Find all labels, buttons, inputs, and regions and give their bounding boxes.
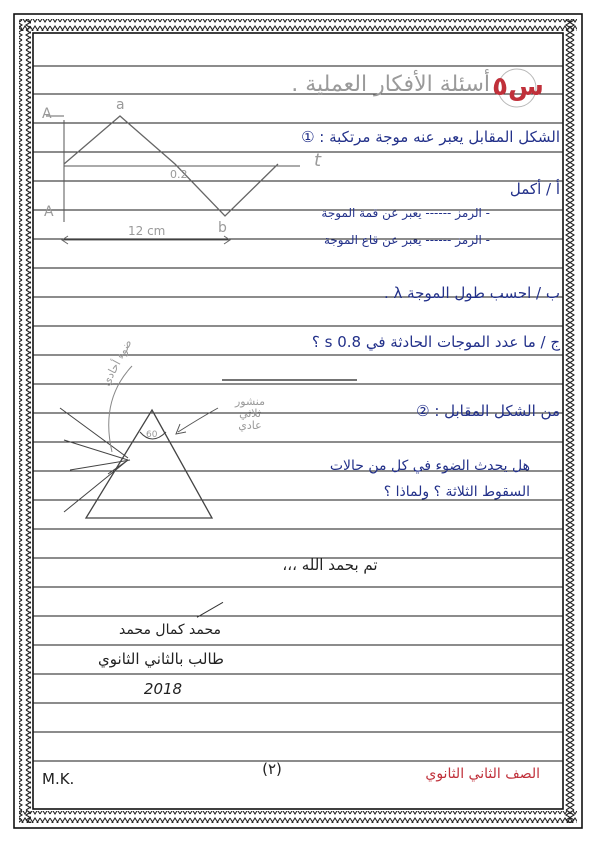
- border-braid-left: [19, 19, 31, 823]
- question-badge: س٥: [492, 72, 544, 102]
- prism-angle-label: 60: [146, 430, 158, 440]
- border-braid-bottom: [19, 811, 577, 823]
- wave-label-amplitude-bottom: A: [44, 204, 54, 220]
- signature-role: طالب بالثاني الثانوي: [98, 650, 224, 668]
- prism-medium-label-2: ثلاثي: [239, 407, 261, 420]
- q1-part-a-label: أ / أكمل: [509, 180, 560, 198]
- footer-initials: M.K.: [42, 770, 75, 788]
- signature-year: 2018: [143, 680, 183, 698]
- wave-axis-time-label: t: [314, 150, 322, 171]
- q2-number: ②: [416, 402, 430, 420]
- q2-line2: السقوط الثلاثة ؟ ولماذا ؟: [383, 484, 530, 500]
- q2-question: [340, 402, 560, 420]
- medium-pointer-arrow: [178, 408, 218, 432]
- footer-grade: الصف الثاني الثانوي: [425, 766, 540, 782]
- normal-line: [64, 460, 128, 512]
- q1-part-a-line1: - الرمز ------ يعبر عن قمة الموجة: [321, 206, 490, 220]
- prism-medium-label-1: منشور: [234, 395, 266, 408]
- q1-text: الشكل المقابل يعبر عنه موجة مرتكبة :: [319, 128, 560, 146]
- q1-number: ①: [301, 128, 315, 146]
- prism-medium-label-3: عادي: [238, 419, 262, 432]
- q1-part-a-line2: - الرمز ------ يعبر عن قاع الموجة: [323, 233, 490, 247]
- signature-name: محمد كمال محمد: [118, 622, 222, 638]
- border-braid-right: [565, 19, 577, 823]
- incident-ray-2: [64, 440, 128, 460]
- closing-text: تم بحمد الله ،،،: [282, 556, 378, 574]
- wave-length-label: 12 cm: [128, 224, 166, 238]
- page-title: أسئلة الأفكار العملية .: [291, 72, 490, 97]
- wave-time-mark: 0.2: [170, 168, 188, 181]
- q1-part-b: ب / احسب طول الموجة λ .: [383, 284, 560, 302]
- q1-question: [230, 128, 560, 146]
- wave-point-trough: b: [218, 220, 227, 236]
- q1-part-c: ج / ما عدد الموجات الحادثة في 0.8 s ؟: [311, 333, 560, 351]
- wave-point-crest: a: [116, 97, 125, 113]
- footer-page-number: (٢): [262, 760, 282, 778]
- q2-line1: هل يحدث الضوء في كل من حالات: [329, 458, 530, 474]
- prism-medium-label: [226, 396, 274, 432]
- wave-label-amplitude-top: A: [42, 106, 52, 122]
- inner-border: [33, 33, 563, 809]
- border-braid-top: [19, 19, 577, 31]
- incident-ray-1: [60, 408, 128, 458]
- q2-text: من الشكل المقابل :: [434, 402, 560, 420]
- prism-light-label: ضوء أحادي: [99, 337, 135, 388]
